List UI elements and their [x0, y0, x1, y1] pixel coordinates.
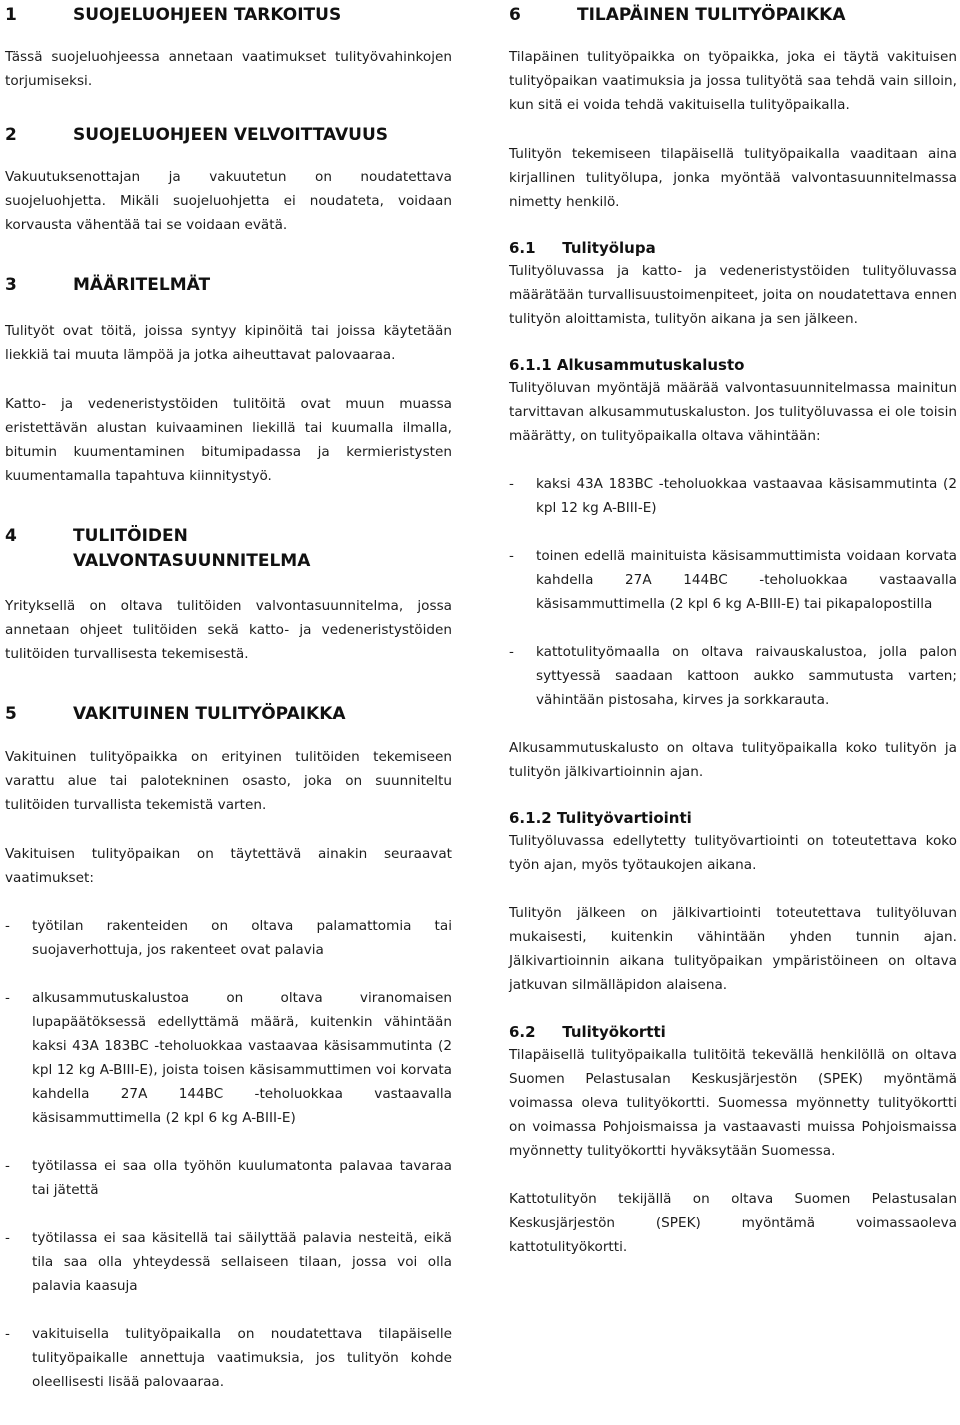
paragraph: Tässä suojeluohjeessa annetaan vaatimukset tulityövahinkojen torjumiseksi.	[5, 49, 452, 89]
list-dash: -	[5, 918, 10, 934]
list-item-text: alkusammutuskalustoa on oltava viranomaisen lupapäätöksessä edellyttämä määrä, kuitenkin vähintään kaksi 43A 183BC -teholuokkaa vastaavaa käsisammutinta (2 kpl 12 kg A-BIII-E), joista toisen käsisammuttimen voi korvata kahdella 27A 144BC -teholuokkaa vastaavalla käsisammuttimella (2 kpl 6 kg A-BIII-E)	[32, 990, 452, 1126]
list-item-text: kattotulityömaalla on oltava raivauskalustoa, jolla palon syttyessä saadaan kattoon aukko sammutusta varten; vähintään pistosaha, kirves ja sorkkarauta.	[536, 644, 957, 708]
section-6-2	[509, 1021, 957, 1259]
list-item-text: vakituisella tulityöpaikalla on noudatettava tilapäiselle tulityöpaikalle annettuja vaatimuksia, jos tulityön kohde oleellisesti lisää palovaaraa.	[32, 1326, 452, 1390]
section-2	[5, 123, 452, 237]
list-item	[509, 544, 957, 616]
section-6-1-1	[509, 354, 957, 784]
list-item	[5, 1154, 452, 1202]
section-title: VAKITUINEN TULITYÖPAIKKA	[73, 704, 346, 724]
section-4	[5, 524, 452, 666]
section-heading	[5, 702, 452, 727]
subsection-title: Tulityökortti	[562, 1023, 666, 1041]
paragraph: Vakituinen tulityöpaikka on erityinen tulitöiden tekemiseen varattu alue tai palotekninen osasto, joka on suunniteltu tulitöiden turvallista tekemistä varten.	[5, 749, 452, 813]
subsection-heading: 6.1.2 Tulityövartiointi	[509, 809, 692, 827]
section-title-wrap	[73, 524, 452, 574]
subsection-title: Tulityölupa	[562, 239, 656, 257]
subsection-heading	[509, 1021, 957, 1043]
list-dash: -	[5, 1230, 10, 1246]
left-column	[5, 0, 452, 1394]
section-heading	[5, 273, 452, 298]
section-number: 5	[5, 704, 17, 724]
section-number: 4	[5, 526, 17, 546]
section-6-1	[509, 237, 957, 331]
list-dash: -	[509, 644, 514, 660]
section-6-1-2	[509, 807, 957, 997]
section-title: SUOJELUOHJEEN VELVOITTAVUUS	[73, 125, 389, 145]
list-item	[509, 472, 957, 520]
subsection-number: 6.2	[509, 1023, 536, 1041]
list-item-text: työtilassa ei saa olla työhön kuulumatonta palavaa tavaraa tai jätettä	[32, 1158, 452, 1198]
section-number: 1	[5, 5, 17, 25]
list-item	[5, 1226, 452, 1298]
list-item-text: työtilan rakenteiden on oltava palamattomia tai suojaverhottuja, jos rakenteet ovat palavia	[32, 918, 452, 958]
list-item	[5, 1322, 452, 1394]
section-heading	[509, 3, 957, 28]
paragraph: Vakuutuksenottajan ja vakuutetun on noudatettava suojeluohjetta. Mikäli suojeluohjetta ei noudateta, voidaan korvausta vähentää tai se voidaan evätä.	[5, 169, 452, 233]
paragraph: Tulityön tekemiseen tilapäisellä tulityöpaikalla vaaditaan aina kirjallinen tulityölupa, jonka myöntää valvontasuunnitelmassa nimetty henkilö.	[509, 146, 957, 210]
section-number: 2	[5, 125, 17, 145]
list-dash: -	[5, 1158, 10, 1174]
section-number: 3	[5, 275, 17, 295]
subsection-number: 6.1	[509, 239, 536, 257]
list-item-text: kaksi 43A 183BC -teholuokkaa vastaavaa käsisammutinta (2 kpl 12 kg A-BIII-E)	[536, 476, 957, 516]
section-title: VALVONTASUUNNITELMA	[73, 551, 311, 571]
section-1	[5, 3, 452, 93]
section-title: MÄÄRITELMÄT	[73, 275, 211, 295]
paragraph: Tulityöluvan myöntäjä määrää valvontasuunnitelmassa mainitun tarvittavan alkusammutuskaluston. Jos tulityöluvassa ei ole toisin määrätty, on tulityöpaikalla oltava vähintään:	[509, 380, 957, 444]
section-title: TULITÖIDEN	[73, 526, 188, 546]
list-dash: -	[509, 548, 514, 564]
paragraph: Katto- ja vedeneristystöiden tulitöitä ovat muun muassa eristettävän alustan kuivaaminen liekillä tai kuumalla ilmalla, bitumin kuumentaminen bitumipadassa ja kermieristysten kuumentamalla tapahtuva kiinnitystyö.	[5, 396, 452, 484]
requirements-list	[5, 914, 452, 1394]
section-number: 6	[509, 5, 521, 25]
paragraph: Tulityön jälkeen on jälkivartiointi toteutettava tulityöluvan mukaisesti, kuitenkin vähintään yhden tunnin ajan. Jälkivartioinnin aikana tulityöpaikan ympäristöineen on oltava jatkuvan silmälläpidon alaisena.	[509, 905, 957, 993]
paragraph: Tulityöluvassa ja katto- ja vedeneristystöiden tulityöluvassa määrätään turvallisuustoimenpiteet, joita on noudatettava ennen tulityön aloittamista, tulityön aikana ja sen jälkeen.	[509, 263, 957, 327]
section-heading	[5, 524, 452, 574]
section-heading	[5, 3, 452, 28]
section-title: SUOJELUOHJEEN TARKOITUS	[73, 5, 342, 25]
paragraph: Alkusammutuskalusto on oltava tulityöpaikalla koko tulityön ja tulityön jälkivartioinnin ajan.	[509, 740, 957, 780]
paragraph: Tulityöt ovat töitä, joissa syntyy kipinöitä tai joissa käytetään liekkiä tai muuta lämpöä ja jotka aiheuttavat palovaaraa.	[5, 323, 452, 363]
list-item	[5, 914, 452, 962]
list-dash: -	[5, 1326, 10, 1342]
section-6	[509, 3, 957, 214]
list-item-text: työtilassa ei saa käsitellä tai säilyttää palavia nesteitä, eikä tila saa olla yhteydessä sellaiseen tilaan, jossa voi olla palavia kaasuja	[32, 1230, 452, 1294]
list-dash: -	[5, 990, 10, 1006]
paragraph: Tilapäinen tulityöpaikka on työpaikka, joka ei täytä vakituisen tulityöpaikan vaatimuksia ja jossa tulityötä saa tehdä vain silloin, kun sitä ei voida tehdä vakituisella tulityöpaikalla.	[509, 49, 957, 113]
list-item	[509, 640, 957, 712]
list-dash: -	[509, 476, 514, 492]
section-title: TILAPÄINEN TULITYÖPAIKKA	[577, 5, 846, 25]
paragraph: Tulityöluvassa edellytetty tulityövartiointi on toteutettava koko työn ajan, myös työtaukojen aikana.	[509, 833, 957, 873]
section-heading	[5, 123, 452, 148]
section-3	[5, 273, 452, 488]
equipment-list	[509, 472, 957, 712]
right-column	[509, 0, 957, 1259]
list-item	[5, 986, 452, 1130]
paragraph: Kattotulityön tekijällä on oltava Suomen Pelastusalan Keskusjärjestön (SPEK) myöntämä voimassaoleva kattotulityökortti.	[509, 1191, 957, 1255]
subsection-heading	[509, 237, 957, 259]
paragraph: Vakituisen tulityöpaikan on täytettävä ainakin seuraavat vaatimukset:	[5, 846, 452, 886]
paragraph: Yrityksellä on oltava tulitöiden valvontasuunnitelma, jossa annetaan ohjeet tulitöiden sekä katto- ja vedeneristystöiden tulitöiden turvallisesta tekemisestä.	[5, 598, 452, 662]
list-item-text: toinen edellä mainituista käsisammuttimista voidaan korvata kahdella 27A 144BC -teholuokkaa vastaavalla käsisammuttimella (2 kpl 6 kg A-BIII-E) tai pikapalopostilla	[536, 548, 957, 612]
subsection-heading: 6.1.1 Alkusammutuskalusto	[509, 356, 745, 374]
paragraph: Tilapäisellä tulityöpaikalla tulitöitä tekevällä henkilöllä on oltava Suomen Pelastusalan Keskusjärjestön (SPEK) myöntämä voimassa oleva tulityökortti. Suomessa myönnetty tulityökortti on voimassa Pohjoismaissa ja vastaavasti muissa Pohjoismaissa myönnetty tulityökortti hyväksytään Suomessa.	[509, 1047, 957, 1159]
section-5	[5, 702, 452, 1394]
